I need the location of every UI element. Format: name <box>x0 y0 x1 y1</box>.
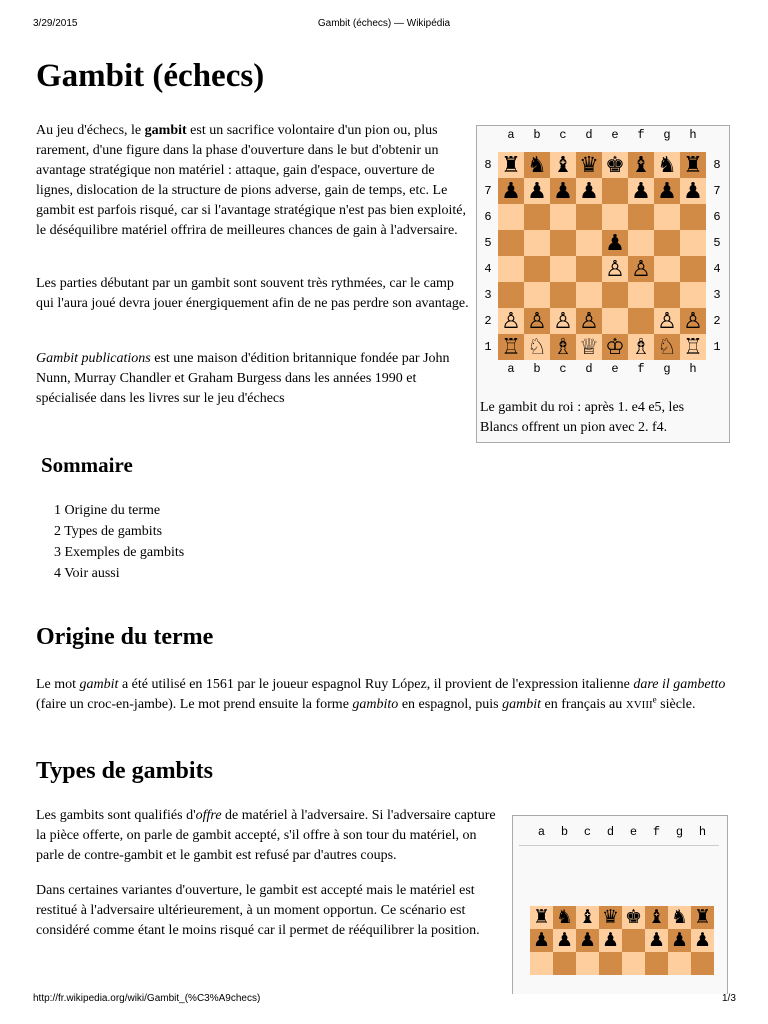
board2-square <box>645 952 668 975</box>
origine-text-4: en espagnol, puis <box>398 697 503 712</box>
origine-text-2: a été utilisé en 1561 par le joueur espagnol Ruy López, il provient de l'expression italienne <box>118 677 634 692</box>
board2-square: ♟ <box>645 929 668 952</box>
board2-square <box>622 929 645 952</box>
board2-square: ♚ <box>622 906 645 929</box>
rank-label-5: 5 <box>713 236 721 250</box>
board2-square <box>668 952 691 975</box>
rank-label-4: 4 <box>484 262 492 276</box>
types-text-2: de matériel à l'adversaire. Si l'adversaire capture la pièce offerte, on parle de gambit accepté, s'il offre à son tour du matériel, on parle de contre-gambit et le gambit est refusé par d'autres coups. <box>36 808 496 863</box>
square-f1: ♗ <box>628 334 654 360</box>
square-c3 <box>550 282 576 308</box>
print-page-number: 1/3 <box>722 993 736 1004</box>
origine-italic-4: gambit <box>502 697 542 712</box>
square-g8: ♞ <box>654 152 680 178</box>
rank-label-8: 8 <box>713 158 721 172</box>
square-h2: ♙ <box>680 308 706 334</box>
board2 <box>530 906 714 978</box>
square-c2: ♙ <box>550 308 576 334</box>
types-paragraph-1 <box>36 806 506 866</box>
square-d6 <box>576 204 602 230</box>
board2-square: ♟ <box>553 929 576 952</box>
square-h1: ♖ <box>680 334 706 360</box>
toc-title: Sommaire <box>41 453 133 477</box>
file-label-a: a <box>507 128 515 142</box>
board2-square: ♟ <box>668 929 691 952</box>
origine-paragraph <box>36 675 726 715</box>
square-a3 <box>498 282 524 308</box>
square-d4 <box>576 256 602 282</box>
board2-square <box>599 952 622 975</box>
square-c1: ♗ <box>550 334 576 360</box>
square-h6 <box>680 204 706 230</box>
square-e7 <box>602 178 628 204</box>
origine-text-5: en français au <box>541 697 626 712</box>
square-g5 <box>654 230 680 256</box>
square-b2: ♙ <box>524 308 550 334</box>
board2-divider <box>519 845 719 846</box>
board2-square: ♛ <box>599 906 622 929</box>
board2-square <box>576 952 599 975</box>
chess-diagram-infobox-2 <box>512 815 728 994</box>
file-label-b: b <box>533 362 541 376</box>
square-f3 <box>628 282 654 308</box>
square-a4 <box>498 256 524 282</box>
board2-file-label-e: e <box>629 825 638 839</box>
origine-text-1: Le mot <box>36 677 80 692</box>
types-paragraph-2: Dans certaines variantes d'ouverture, le gambit est accepté mais le matériel est restitué à l'adversaire ultérieurement, à un moment opportun. Ce scénario est considéré comme étant le moins risqué car il permet de rééquilibrer la position. <box>36 883 480 938</box>
rank-label-3: 3 <box>713 288 721 302</box>
file-label-a: a <box>507 362 515 376</box>
square-c7: ♟ <box>550 178 576 204</box>
square-e1: ♔ <box>602 334 628 360</box>
board1 <box>498 152 706 360</box>
square-g3 <box>654 282 680 308</box>
toc-list <box>54 500 184 584</box>
square-d5 <box>576 230 602 256</box>
origine-italic-2: dare il gambetto <box>633 677 726 692</box>
square-d8: ♛ <box>576 152 602 178</box>
square-g2: ♙ <box>654 308 680 334</box>
board2-square: ♜ <box>691 906 714 929</box>
rank-label-7: 7 <box>484 184 492 198</box>
rank-label-8: 8 <box>484 158 492 172</box>
square-e2 <box>602 308 628 334</box>
square-a8: ♜ <box>498 152 524 178</box>
square-a1: ♖ <box>498 334 524 360</box>
print-title: Gambit (échecs) — Wikipédia <box>317 18 451 29</box>
intro-bold-gambit: gambit <box>144 123 187 138</box>
intro-text-2: est un sacrifice volontaire d'un pion ou, plus rarement, d'une figure dans la phase d'ouverture dans le but d'obtenir un avantage stratégique non matériel : attaque, gain d'espace, ouverture de lignes, dislocation de la structure de pions adverse, gain de temps, etc. Le gambit est parfois risqué, car si l'avantage stratégique n'est pas bien exploité, le déséquilibre matériel offrira de meilleures chances de gain à l'adversaire. <box>36 123 466 238</box>
square-b7: ♟ <box>524 178 550 204</box>
rank-label-7: 7 <box>713 184 721 198</box>
file-label-g: g <box>663 128 671 142</box>
board2-file-label-c: c <box>583 825 592 839</box>
chess-diagram-infobox <box>476 125 730 443</box>
board2-file-label-g: g <box>675 825 684 839</box>
toc-item-exemples[interactable]: 3 Exemples de gambits <box>54 545 185 560</box>
intro-paragraph-3 <box>36 349 472 409</box>
origine-text-3: (faire un croc-en-jambe). Le mot prend ensuite la forme <box>36 697 353 712</box>
century-sup: e <box>652 694 657 705</box>
square-b5 <box>524 230 550 256</box>
file-label-b: b <box>533 128 541 142</box>
print-url: http://fr.wikipedia.org/wiki/Gambit_(%C3%A9checs) <box>33 993 261 1004</box>
square-e8: ♚ <box>602 152 628 178</box>
board2-square <box>553 952 576 975</box>
square-c5 <box>550 230 576 256</box>
intro-paragraph-2: Les parties débutant par un gambit sont souvent très rythmées, car le camp qui l'aura joué devra jouer énergiquement afin de ne pas perdre son avantage. <box>36 276 469 311</box>
square-a5 <box>498 230 524 256</box>
types-italic-offre: offre <box>195 808 222 823</box>
origine-text-6: siècle. <box>656 697 696 712</box>
square-c6 <box>550 204 576 230</box>
board2-square: ♟ <box>691 929 714 952</box>
square-e3 <box>602 282 628 308</box>
rank-label-5: 5 <box>484 236 492 250</box>
board2-file-label-h: h <box>698 825 707 839</box>
rank-label-2: 2 <box>713 314 721 328</box>
file-label-h: h <box>689 362 697 376</box>
square-f5 <box>628 230 654 256</box>
square-f2 <box>628 308 654 334</box>
square-f7: ♟ <box>628 178 654 204</box>
types-text-1: Les gambits sont qualifiés d' <box>36 808 196 823</box>
file-label-e: e <box>611 362 619 376</box>
toc-item-types[interactable]: 2 Types de gambits <box>54 524 163 539</box>
square-a2: ♙ <box>498 308 524 334</box>
square-a6 <box>498 204 524 230</box>
square-e4: ♙ <box>602 256 628 282</box>
square-g1: ♘ <box>654 334 680 360</box>
file-label-d: d <box>585 128 593 142</box>
rank-label-1: 1 <box>713 340 721 354</box>
square-d1: ♕ <box>576 334 602 360</box>
file-label-h: h <box>689 128 697 142</box>
board2-square <box>691 952 714 975</box>
square-c8: ♝ <box>550 152 576 178</box>
square-b3 <box>524 282 550 308</box>
square-h8: ♜ <box>680 152 706 178</box>
square-h4 <box>680 256 706 282</box>
toc-item-origine[interactable]: 1 Origine du terme <box>54 503 161 518</box>
square-h7: ♟ <box>680 178 706 204</box>
intro-paragraph-1 <box>36 121 472 241</box>
rank-label-4: 4 <box>713 262 721 276</box>
square-g4 <box>654 256 680 282</box>
board2-square: ♜ <box>530 906 553 929</box>
rank-label-3: 3 <box>484 288 492 302</box>
file-label-d: d <box>585 362 593 376</box>
file-label-c: c <box>559 362 567 376</box>
board2-file-label-a: a <box>537 825 546 839</box>
file-label-f: f <box>637 362 645 376</box>
square-b8: ♞ <box>524 152 550 178</box>
board2-square: ♞ <box>668 906 691 929</box>
print-date: 3/29/2015 <box>33 18 78 29</box>
square-b6 <box>524 204 550 230</box>
rank-label-6: 6 <box>484 210 492 224</box>
board2-file-label-d: d <box>606 825 615 839</box>
origine-italic-3: gambito <box>352 697 399 712</box>
square-a7: ♟ <box>498 178 524 204</box>
board2-square: ♞ <box>553 906 576 929</box>
square-f6 <box>628 204 654 230</box>
square-d2: ♙ <box>576 308 602 334</box>
board2-square: ♝ <box>645 906 668 929</box>
board2-square: ♟ <box>530 929 553 952</box>
century-numeral: XVIII <box>625 699 653 711</box>
origine-italic-1: gambit <box>79 677 119 692</box>
file-label-c: c <box>559 128 567 142</box>
rank-label-1: 1 <box>484 340 492 354</box>
square-d3 <box>576 282 602 308</box>
section-heading-origine: Origine du terme <box>36 624 214 650</box>
intro-text-1: Au jeu d'échecs, le <box>36 123 145 138</box>
intro-text-3: est une maison d'édition britannique fondée par John Nunn, Murray Chandler et Graham Burgess dans les années 1990 et spécialisée dans les livres sur le jeu d'échecs <box>36 351 450 406</box>
board2-square <box>622 952 645 975</box>
square-f8: ♝ <box>628 152 654 178</box>
board2-square: ♟ <box>599 929 622 952</box>
square-d7: ♟ <box>576 178 602 204</box>
board2-file-label-b: b <box>560 825 569 839</box>
file-label-g: g <box>663 362 671 376</box>
board2-square: ♟ <box>576 929 599 952</box>
square-e5: ♟ <box>602 230 628 256</box>
square-e6 <box>602 204 628 230</box>
board2-square <box>530 952 553 975</box>
publisher-name: Gambit publications <box>36 351 151 366</box>
square-h5 <box>680 230 706 256</box>
square-b1: ♘ <box>524 334 550 360</box>
square-g7: ♟ <box>654 178 680 204</box>
square-c4 <box>550 256 576 282</box>
board2-file-label-f: f <box>652 825 661 839</box>
board2-square: ♝ <box>576 906 599 929</box>
square-b4 <box>524 256 550 282</box>
rank-label-6: 6 <box>713 210 721 224</box>
section-heading-types: Types de gambits <box>36 758 213 784</box>
file-label-f: f <box>637 128 645 142</box>
toc-item-voir-aussi[interactable]: 4 Voir aussi <box>54 566 120 581</box>
file-label-e: e <box>611 128 619 142</box>
square-g6 <box>654 204 680 230</box>
page-title: Gambit (échecs) <box>36 58 265 94</box>
square-f4: ♙ <box>628 256 654 282</box>
square-h3 <box>680 282 706 308</box>
rank-label-2: 2 <box>484 314 492 328</box>
board1-caption: Le gambit du roi : après 1. e4 e5, les Blancs offrent un pion avec 2. f4. <box>480 400 685 435</box>
